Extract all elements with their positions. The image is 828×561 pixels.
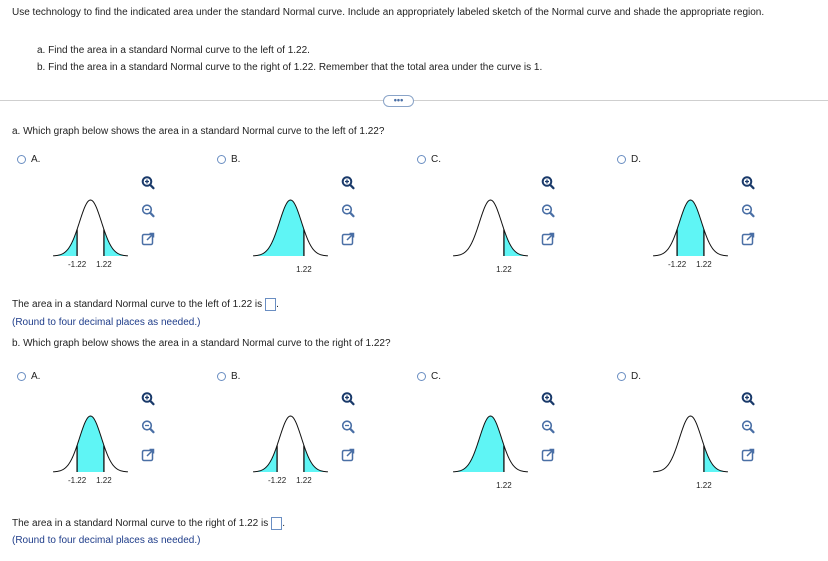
- zoom-in-icon[interactable]: [140, 391, 156, 407]
- part-a-answer-input[interactable]: [265, 298, 276, 311]
- shaded-region: [677, 200, 704, 256]
- radio-button[interactable]: [617, 372, 626, 381]
- zoom-out-icon[interactable]: [740, 203, 756, 219]
- part-b-answer: The area in a standard Normal curve to the right of 1.22 is .: [12, 518, 286, 529]
- tick-label: -1.22: [67, 476, 87, 485]
- zoom-in-icon[interactable]: [740, 175, 756, 191]
- open-new-window-icon[interactable]: [740, 447, 756, 463]
- zoom-out-icon[interactable]: [740, 419, 756, 435]
- normal-curve: [53, 200, 128, 256]
- tick-label: 1.22: [296, 476, 312, 485]
- tick-label: -1.22: [667, 260, 687, 269]
- part-a-graph-a: [53, 188, 128, 268]
- zoom-in-icon[interactable]: [540, 175, 556, 191]
- open-new-window-icon[interactable]: [740, 231, 756, 247]
- normal-curve: [453, 200, 528, 256]
- normal-curve: [653, 416, 728, 472]
- part-a-graph-b: [253, 188, 328, 274]
- part-b-option-a[interactable]: A.: [17, 371, 40, 382]
- part-a-graph-d: [653, 188, 728, 268]
- part-b-option-b[interactable]: B.: [217, 371, 240, 382]
- tick-label: -1.22: [67, 260, 87, 269]
- part-b-answer-input[interactable]: [271, 517, 282, 530]
- tick-label: 1.22: [296, 265, 312, 274]
- part-a-graph-c: [453, 188, 528, 274]
- radio-button[interactable]: [17, 155, 26, 164]
- tick-label: 1.22: [96, 476, 112, 485]
- open-new-window-icon[interactable]: [340, 447, 356, 463]
- radio-button[interactable]: [217, 372, 226, 381]
- expand-button[interactable]: •••: [383, 95, 414, 107]
- tick-label: 1.22: [696, 481, 712, 490]
- tick-label: 1.22: [496, 265, 512, 274]
- radio-button[interactable]: [17, 372, 26, 381]
- part-b-graph-d: [653, 404, 728, 490]
- zoom-in-icon[interactable]: [340, 391, 356, 407]
- open-new-window-icon[interactable]: [540, 447, 556, 463]
- radio-button[interactable]: [417, 155, 426, 164]
- question-text: Use technology to find the indicated area under the standard Normal curve. Include an appropriately labeled sketch of the Normal curve and shade the appropriate region.: [12, 7, 765, 18]
- shaded-region: [77, 416, 104, 472]
- part-a-prompt: a. Which graph below shows the area in a standard Normal curve to the left of 1.22?: [12, 126, 385, 137]
- open-new-window-icon[interactable]: [340, 231, 356, 247]
- part-b-graph-c: [453, 404, 528, 490]
- part-a-answer: The area in a standard Normal curve to the left of 1.22 is .: [12, 299, 279, 310]
- open-new-window-icon[interactable]: [140, 231, 156, 247]
- zoom-in-icon[interactable]: [740, 391, 756, 407]
- tick-label: -1.22: [267, 476, 287, 485]
- question-item-b: b. Find the area in a standard Normal curve to the right of 1.22. Remember that the total area under the curve is 1.: [37, 62, 543, 73]
- part-a-option-b[interactable]: B.: [217, 154, 240, 165]
- part-a-option-c[interactable]: C.: [417, 154, 441, 165]
- zoom-in-icon[interactable]: [540, 391, 556, 407]
- tick-label: 1.22: [696, 260, 712, 269]
- zoom-out-icon[interactable]: [140, 419, 156, 435]
- open-new-window-icon[interactable]: [140, 447, 156, 463]
- open-new-window-icon[interactable]: [540, 231, 556, 247]
- zoom-out-icon[interactable]: [140, 203, 156, 219]
- zoom-out-icon[interactable]: [540, 419, 556, 435]
- zoom-in-icon[interactable]: [340, 175, 356, 191]
- tick-label: 1.22: [96, 260, 112, 269]
- tick-label: 1.22: [496, 481, 512, 490]
- part-a-option-d[interactable]: D.: [617, 154, 641, 165]
- question-item-a: a. Find the area in a standard Normal curve to the left of 1.22.: [37, 45, 310, 56]
- part-b-option-c[interactable]: C.: [417, 371, 441, 382]
- part-b-option-d[interactable]: D.: [617, 371, 641, 382]
- normal-curve: [253, 416, 328, 472]
- divider: [0, 100, 828, 101]
- radio-button[interactable]: [417, 372, 426, 381]
- part-b-graph-a: [53, 404, 128, 484]
- radio-button[interactable]: [217, 155, 226, 164]
- zoom-out-icon[interactable]: [340, 419, 356, 435]
- zoom-out-icon[interactable]: [340, 203, 356, 219]
- part-a-hint: (Round to four decimal places as needed.): [12, 317, 201, 328]
- zoom-out-icon[interactable]: [540, 203, 556, 219]
- part-b-hint: (Round to four decimal places as needed.): [12, 535, 201, 546]
- part-b-graph-b: [253, 404, 328, 484]
- part-b-prompt: b. Which graph below shows the area in a standard Normal curve to the right of 1.22?: [12, 338, 391, 349]
- radio-button[interactable]: [617, 155, 626, 164]
- zoom-in-icon[interactable]: [140, 175, 156, 191]
- part-a-option-a[interactable]: A.: [17, 154, 40, 165]
